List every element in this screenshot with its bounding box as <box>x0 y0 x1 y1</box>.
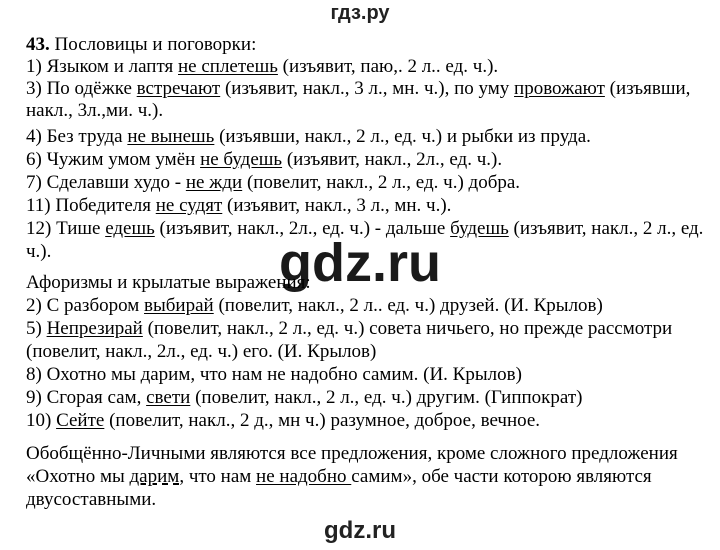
proverb-12: 12) Тише едешь (изъявит, накл., 2л., ед. ч.) - дальше будешь (изъявит, накл., 2 л., ед. <box>26 218 704 239</box>
heading-text: Пословицы и поговорки: <box>49 34 257 55</box>
underlined-verb: провожают <box>514 78 605 99</box>
underlined-verb: не надобно <box>256 466 352 487</box>
underlined-verb: едешь <box>105 218 155 239</box>
aphorism-9: 9) Сгорая сам, свети (повелит, накл., 2 л., ед. ч.) другим. (Гиппократ) <box>26 387 583 408</box>
proverb-3-cont: накл., 3л.,ми. ч.). <box>26 100 164 121</box>
underlined-verb: не жди <box>185 172 243 193</box>
underlined-verb: выбирай <box>144 295 214 316</box>
proverb-12-cont: ч.). <box>26 241 52 262</box>
underlined-verb: встречают <box>136 78 221 99</box>
conclusion-line-2: «Охотно мы дарим, что нам не надобно самим», обе части которою являются <box>26 466 652 487</box>
proverb-7: 7) Сделавши худо - не жди (повелит, накл., 2 л., ед. ч.) добра. <box>26 172 521 193</box>
underlined-verb: не сплетешь <box>178 56 278 77</box>
proverb-3: 3) По одёжке встречают (изъявит, накл., 3 л., мн. ч.), по уму провожают (изъявши, <box>26 78 691 99</box>
aphorism-10: 10) Сейте (повелит, накл., 2 д., мн ч.) разумное, доброе, вечное. <box>26 410 541 431</box>
watermark-top: гдз.ру <box>330 2 390 24</box>
underlined-verb: свети <box>146 387 191 408</box>
watermark-bottom: gdz.ru <box>324 517 396 544</box>
proverb-6: 6) Чужим умом умён не будешь (изъявит, накл., 2л., ед. ч.). <box>26 149 503 170</box>
dash-underlined-word: дарим <box>129 466 180 487</box>
aphorisms-heading: Афоризмы и крылатые выражения: <box>26 272 311 293</box>
conclusion-line-3: двусоставными. <box>26 489 157 510</box>
proverb-1: 1) Языком и лаптя не сплетешь (изъявит, паю,. 2 л.. ед. ч.). <box>26 56 499 77</box>
conclusion-line-1: Обобщённо-Личными являются все предложения, кроме сложного предложения <box>26 443 678 464</box>
underlined-verb: не судят <box>155 195 223 216</box>
proverb-4: 4) Без труда не вынешь (изъявши, накл., 2 л., ед. ч.) и рыбки из пруда. <box>26 126 591 147</box>
underlined-verb: будешь <box>450 218 509 239</box>
aphorism-5: 5) Непрезирай (повелит, накл., 2 л., ед. ч.) совета ничьего, но прежде рассмотри <box>26 318 673 339</box>
underlined-verb: не будешь <box>200 149 283 170</box>
proverb-11: 11) Победителя не судят (изъявит, накл., 3 л., мн. ч.). <box>26 195 452 216</box>
aphorism-5-cont: (повелит, накл., 2л., ед. ч.) его. (И. Крылов) <box>26 341 377 362</box>
underlined-verb: Непрезирай <box>46 318 143 339</box>
aphorism-8: 8) Охотно мы дарим, что нам не надобно самим. (И. Крылов) <box>26 364 522 385</box>
underlined-verb: не вынешь <box>127 126 215 147</box>
heading-line <box>26 34 256 56</box>
underlined-verb: Сейте <box>56 410 105 431</box>
watermark-middle: gdz.ru <box>279 233 441 293</box>
exercise-number: 43. <box>26 34 50 55</box>
aphorism-2: 2) С разбором выбирай (повелит, накл., 2 л.. ед. ч.) друзей. (И. Крылов) <box>26 295 603 316</box>
